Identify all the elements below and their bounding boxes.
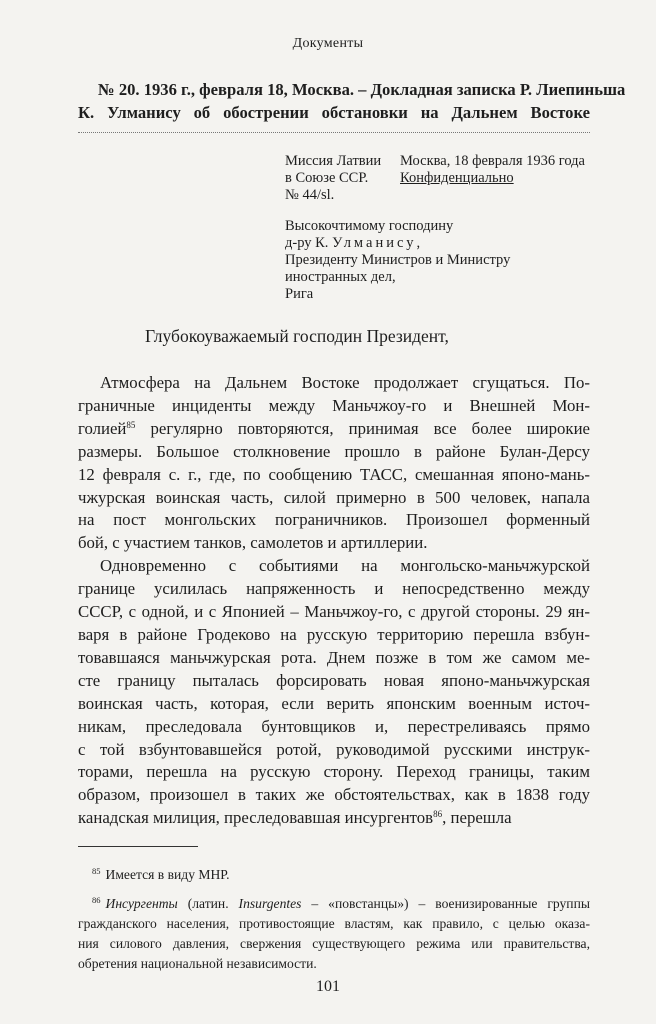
- footnote-text: [106, 896, 591, 911]
- text-run: регулярно повторяются, принимая все более широкие: [135, 418, 590, 438]
- footnote-line: [78, 890, 590, 914]
- text-line: сте границу пыталась форсировать новая японо-маньчжурская: [78, 670, 590, 690]
- footnote-number: 86: [92, 895, 101, 905]
- text-line: никам, преследовала бунтовщиков и, перестреливаясь прямо: [78, 716, 590, 736]
- footnote: [78, 890, 590, 974]
- text-line: 12 февраля с. г., где, по сообщению ТАСС, смешанная японо-мань-: [78, 464, 590, 484]
- date-block: [400, 153, 585, 187]
- addressee-name: Улманису: [332, 235, 417, 251]
- text-line: граничные инциденты между Маньчжоу-го и Внешней Мон-: [78, 395, 590, 415]
- text-run: (латин.: [177, 896, 239, 911]
- addressee-line: Президенту Министров и Министру: [285, 252, 511, 268]
- footnote-ref: 86: [433, 809, 443, 820]
- text-line: размеры. Большое столкновение прошло в районе Булан-Дерсу: [78, 441, 590, 461]
- addressee-block: [285, 218, 510, 303]
- text-line: Одновременно с событиями на монгольско-маньчжурской: [100, 556, 590, 576]
- footnote-text: обретения национальной независимости.: [78, 956, 317, 971]
- text-line: образом, произошел в таких же обстоятельствах, как в 1838 году: [78, 785, 590, 805]
- text-line: торами, перешла на русскую сторону. Переход границы, таким: [78, 762, 590, 782]
- sender-line: Миссия Латвии: [285, 153, 382, 169]
- document-number: № 44/sl.: [285, 187, 335, 203]
- footnote-line: [78, 914, 590, 934]
- addressee-line: Высокочтимому господину: [285, 218, 454, 234]
- footnote-text: ния силового давления, свержения существующего режима или правительства,: [78, 936, 590, 951]
- footnote-text: Имеется в виду МНР.: [105, 867, 230, 882]
- footnote-ref: 85: [126, 419, 136, 430]
- footnote-line: [78, 934, 590, 954]
- addressee-suffix: ,: [416, 235, 421, 251]
- sender-block: [285, 153, 381, 204]
- text-run: – «повстанцы») – военизированные группы: [301, 896, 590, 911]
- text-line: бой, с участием танков, самолетов и артиллерии.: [78, 533, 428, 553]
- text-line: варя в районе Гродеково на русскую территорию перешла взбун-: [78, 624, 590, 644]
- classification: Конфиденциально: [400, 170, 514, 186]
- text-run: голией: [78, 418, 127, 438]
- text-line: чжурская воинская часть, силой примерно в 500 человек, напала: [78, 487, 590, 507]
- text-line: [78, 418, 590, 441]
- paragraph: [78, 372, 590, 555]
- place-date: Москва, 18 февраля 1936 года: [400, 153, 585, 169]
- text-run: , перешла: [442, 808, 512, 828]
- title-line: № 20. 1936 г., февраля 18, Москва. – Докладная записка Р. Лиепиньша: [98, 80, 626, 99]
- text-line: Атмосфера на Дальнем Востоке продолжает сгущаться. По-: [100, 373, 590, 392]
- title-line: К. Улманису об обострении обстановки на Дальнем Востоке: [78, 103, 590, 122]
- footnote-rule: [78, 846, 198, 847]
- text-line: на пост монгольских пограничников. Произошел форменный: [78, 510, 590, 530]
- body-text: [78, 372, 590, 830]
- sender-line: в Союзе ССР.: [285, 170, 369, 186]
- text-line: СССР, с одной, и с Японией – Маньчжоу-го, с другой стороны. 29 ян-: [78, 602, 590, 622]
- text-line: границе усилилась напряженность и непосредственно между: [78, 579, 590, 599]
- paragraph: [78, 555, 590, 830]
- addressee-line: [285, 235, 510, 252]
- running-header: Документы: [292, 36, 364, 51]
- text-line: с той взбунтовавшейся ротой, руководимой русскими инструк-: [78, 739, 590, 759]
- document-title: [78, 78, 626, 124]
- footnotes: [78, 861, 590, 979]
- addressee-city: Рига: [285, 286, 314, 302]
- addressee-prefix: д-ру К.: [285, 235, 333, 251]
- text-run: канадская милиция, преследовавшая инсургентов: [78, 808, 434, 828]
- page-number: 101: [316, 978, 340, 995]
- footnote: [78, 861, 590, 885]
- text-run: Insurgentes: [238, 896, 302, 911]
- footnote-line: [78, 861, 590, 885]
- footnote-line: [78, 954, 590, 974]
- text-line: воинская часть, которая, если верить японским военным источ-: [78, 693, 590, 713]
- salutation: Глубокоуважаемый господин Президент,: [145, 326, 449, 346]
- text-run: Инсургенты: [105, 896, 178, 911]
- text-line: товавшаяся маньчжурская рота. Днем позже в том же самом ме-: [78, 647, 590, 667]
- footnote-text: гражданского населения, противостоящие властям, как правило, с целью оказа-: [78, 916, 590, 931]
- text-line: [78, 807, 590, 830]
- footnote-number: 85: [92, 866, 101, 876]
- dotted-divider: [78, 132, 590, 133]
- addressee-line: иностранных дел,: [285, 269, 396, 285]
